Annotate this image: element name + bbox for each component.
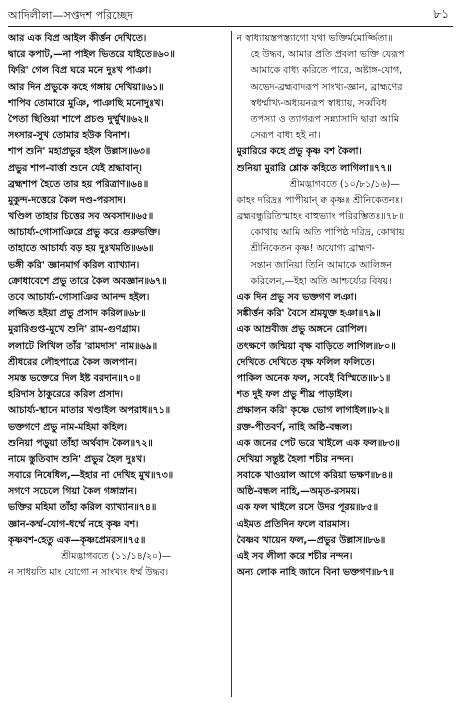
text-line: মুরারিরে কহে প্রভু কৃষ্ণ বশ কৈলা। [236,146,362,158]
text-line: আচার্য্য-গোসাঞিরে প্রভু করে গুরুভক্তি। [8,227,161,239]
text-line: মুকুন্দ-দত্তেরে কৈল দণ্ড-পরসাদ। [8,194,126,206]
text-columns [8,31,453,701]
text-line: প্রভুর শাপ-বার্ত্তা শুনে যেই শ্রদ্ধাবান্। [8,162,142,174]
text-line: তবে আচার্য্য-গোসাঞির আনন্দ হইল। [8,292,150,303]
text-line: অভেদ-ব্রহ্মবাদরূপ সাংখ্য-জ্ঞান, ব্রাহ্মণের [250,81,403,93]
text-line: অষ্ঠি-বন্ধল নাহি,—অমৃত-রসময়। [236,486,360,498]
text-line: দ্বারে কপাট,—না পাইল ভিতরে যাইতে॥৬০॥ [8,49,175,61]
running-header [8,4,453,27]
text-line: লজ্জিত হইয়া প্রভু প্রসাদ করিল॥৬৮॥ [8,308,146,320]
text-line: সঙ্কীর্ত্তন করি' বৈসে শ্রমযুক্ত হঞা॥৭৯॥ [236,308,381,320]
text-line: শুনিয়া মুরারি শ্লোক কহিতে লাগিলা॥৭৭॥ [236,162,392,174]
text-line: শুনিয়া পড়ুয়া তাঁহা অর্থবাদ কৈল॥৭২॥ [8,437,153,449]
text-line: শ্রীধরের লৌহপাত্রে কৈল জলপান। [8,356,137,368]
text-line: খণ্ডিল তাহার চিত্তের সব অবসাদ॥৬৫॥ [8,211,154,223]
text-line: সবারে নিষেধিল,—ইহার না দেখিহ মুখ॥৭৩॥ [8,470,174,482]
text-line: সন্তান জানিয়া তিনি আমাকে আলিঙ্গন [250,259,392,271]
text-line: ব্রহ্মবন্ধুরিতিস্মাহং বাহুভ্যাং পরিরম্ভিতঃ॥৭৮॥ [236,211,404,223]
text-line: রক্ত-পীতবর্ণ, নাহি অষ্ঠি-বন্ধল। [236,421,353,433]
text-line: আচার্য্য-স্থানে মাতার খণ্ডাইল অপরাধ॥৭১॥ [8,405,171,417]
text-line: করিলেন,—ইহা অতি আশ্চর্য্যের বিষয়। [250,275,392,287]
text-line: ক্রোধাবেশে প্রভু তারে কৈল অবজ্ঞান॥৬৭॥ [8,275,167,287]
text-line: শ্রীমদ্ভাগবতে (১১/১৪/২০)— [61,551,172,562]
text-line: আর দিন প্রভুকে কহে গঙ্গায় দেখিয়া॥৬১॥ [8,81,164,93]
text-line: অন্য লোক নাহি জানে বিনা ভক্তগণ॥৮৭॥ [236,567,394,579]
text-line: এই সব লীলা করে শচীর নন্দন। [236,551,353,562]
page-number: ৮১ [433,7,449,21]
text-line: দেখিতে দেখিতে বৃক্ষ ফলিল ফলিতে। [236,356,375,368]
text-line: হে উদ্ধব, আমার প্রতি প্রবলা ভক্তি যেরূপ [250,49,405,61]
text-line: সবাকে খাওয়াল আগে করিয়া ভক্ষণ॥৮৪॥ [236,470,393,482]
text-line: স্বধর্ম্মাখ্য-অধ্যয়নরূপ স্বাধ্যায়, সর্ব্ববিধ [250,97,387,109]
text-line: তপস্যা ও ত্যাগরূপ সন্ন্যাসাদি দ্বারা আমি [250,113,399,125]
text-line: কাহং দরিদ্রঃ পাপীয়ান্ ক্ব কৃষ্ণঃ শ্রীনিকেতনঃ। [236,194,403,206]
text-line: এক আম্রবীজ প্রভু অঙ্গনে রোপিল। [236,324,368,336]
text-line: শাপ শুনি' মহাপ্রভুর হইল উল্লাস॥৬৩॥ [8,146,151,158]
text-line: এক দিন প্রভু সব ভক্তগণ লঞা। [236,292,357,303]
text-line: এক ফল খাইলে রসে উদর পূরয়॥৮৫॥ [236,502,379,514]
text-line: সমস্ত ভক্তেরে দিল ইষ্ট বরদান॥৭০॥ [8,372,141,384]
text-line: সগণে সচেলে গিয়া কৈল গঙ্গাস্নান। [8,486,137,498]
text-line: সংসার-সুখ তোমার হউক বিনাশ। [8,130,130,142]
text-line: ব্রহ্মশাপ হৈতে তার হয় পরিত্রাণ॥৬৪॥ [8,178,149,190]
text-line: শ্রীমদ্ভাগবতে (১০/৮১/১৬)— [289,178,400,190]
text-line: প্রক্ষালন করি' কৃষ্ণে ভোগ লাগাইল॥৮২॥ [236,405,390,417]
text-line: পাকিল অনেক ফল, সবেই বিস্মিতে॥৮১॥ [236,372,391,384]
text-line: পৈতা ছিণ্ডিয়া শাপে প্রচণ্ড দুর্ম্মুখ॥৬২॥ [8,113,149,125]
text-line: ভক্তির মহিমা তাঁহা করিল ব্যাখ্যান॥৭৪॥ [8,502,157,514]
text-line: শত দুই ফল প্রভু শীঘ্র পাড়াইল। [236,389,353,401]
text-line: আমাকে বাধ্য করিতে পারে, অষ্টাঙ্গ-যোগ, [250,65,403,77]
text-line: বৈষ্ণব খায়েন ফল,—প্রভুর উল্লাস॥৮৬॥ [236,534,386,546]
text-line: জ্ঞান-কর্ম্ম-যোগ-ধর্ম্মে নহে কৃষ্ণ বশ। [8,518,139,530]
text-line: ভঙ্গী করি' জ্ঞানমার্গ করিল ব্যাখ্যান। [8,259,140,271]
text-line: আর এক বিপ্র আইল কীর্ত্তন দেখিতে। [8,33,147,44]
text-line: এক জনের পেট ভরে খাইলে এক ফল॥৮৩॥ [236,437,400,449]
column-divider [231,31,232,697]
left-column [8,31,231,701]
text-line: শাপিব তোমারে মুঞি, পাঞাছি মনোদুঃখ। [8,97,164,109]
text-line: ভক্তগণে প্রভু নাম-মহিমা কহিল। [8,421,127,433]
text-line: তৎক্ষণে জন্মিয়া বৃক্ষ বাড়িতে লাগিল॥৮০॥ [236,340,396,352]
text-line: নামে স্তুতিবাদ শুনি' প্রভুর হৈল দুঃখ। [8,453,146,465]
text-line: ললাটে লিখিল তাঁর 'রামদাস' নাম॥৬৯॥ [8,340,158,352]
text-line: মুরারিগুপ্ত-মুখে শুনি' রাম-গুণগ্রাম। [8,324,140,336]
text-line: শ্রীনিকেতন কৃষ্ণ! অযোগ্য ব্রাহ্মণ- [250,243,375,255]
text-line: কৃষ্ণবশ-হেতু এক—কৃষ্ণপ্রেমরস॥৭৫॥ [8,534,146,546]
text-line: এইমত প্রতিদিন ফলে বারমাস। [236,518,350,530]
text-line: তাহাতে আচার্য্য বড় হয় দুঃখমতি॥৬৬॥ [8,243,154,255]
text-line: ন সাধয়তি মাং যোগো ন সাংখ্যং ধর্ম্ম উদ্ধব। [8,567,169,579]
chapter-title: আদিলীলা—সপ্তদশ পরিচ্ছেদ [8,9,133,22]
text-line: দেখিয়া সন্তুষ্ট হৈলা শচীর নন্দন। [236,453,354,465]
text-line: কোথায় আমি অতি পাপিষ্ঠ দরিদ্র, কোথায় [250,227,405,239]
text-line: ন স্বাধ্যায়স্তপস্ত্যাগো যথা ভক্তির্মমোর্জ্জিতা॥ [236,33,393,44]
right-column [231,31,454,701]
text-line: ফিরি' গেল বিপ্র ঘরে মনে দুঃখ পাঞা। [8,65,152,77]
text-line: হরিদাস ঠাকুরেরে করিল প্রসাদ। [8,389,123,401]
text-line: সেরূপ বাধ্য হই না। [250,130,321,142]
